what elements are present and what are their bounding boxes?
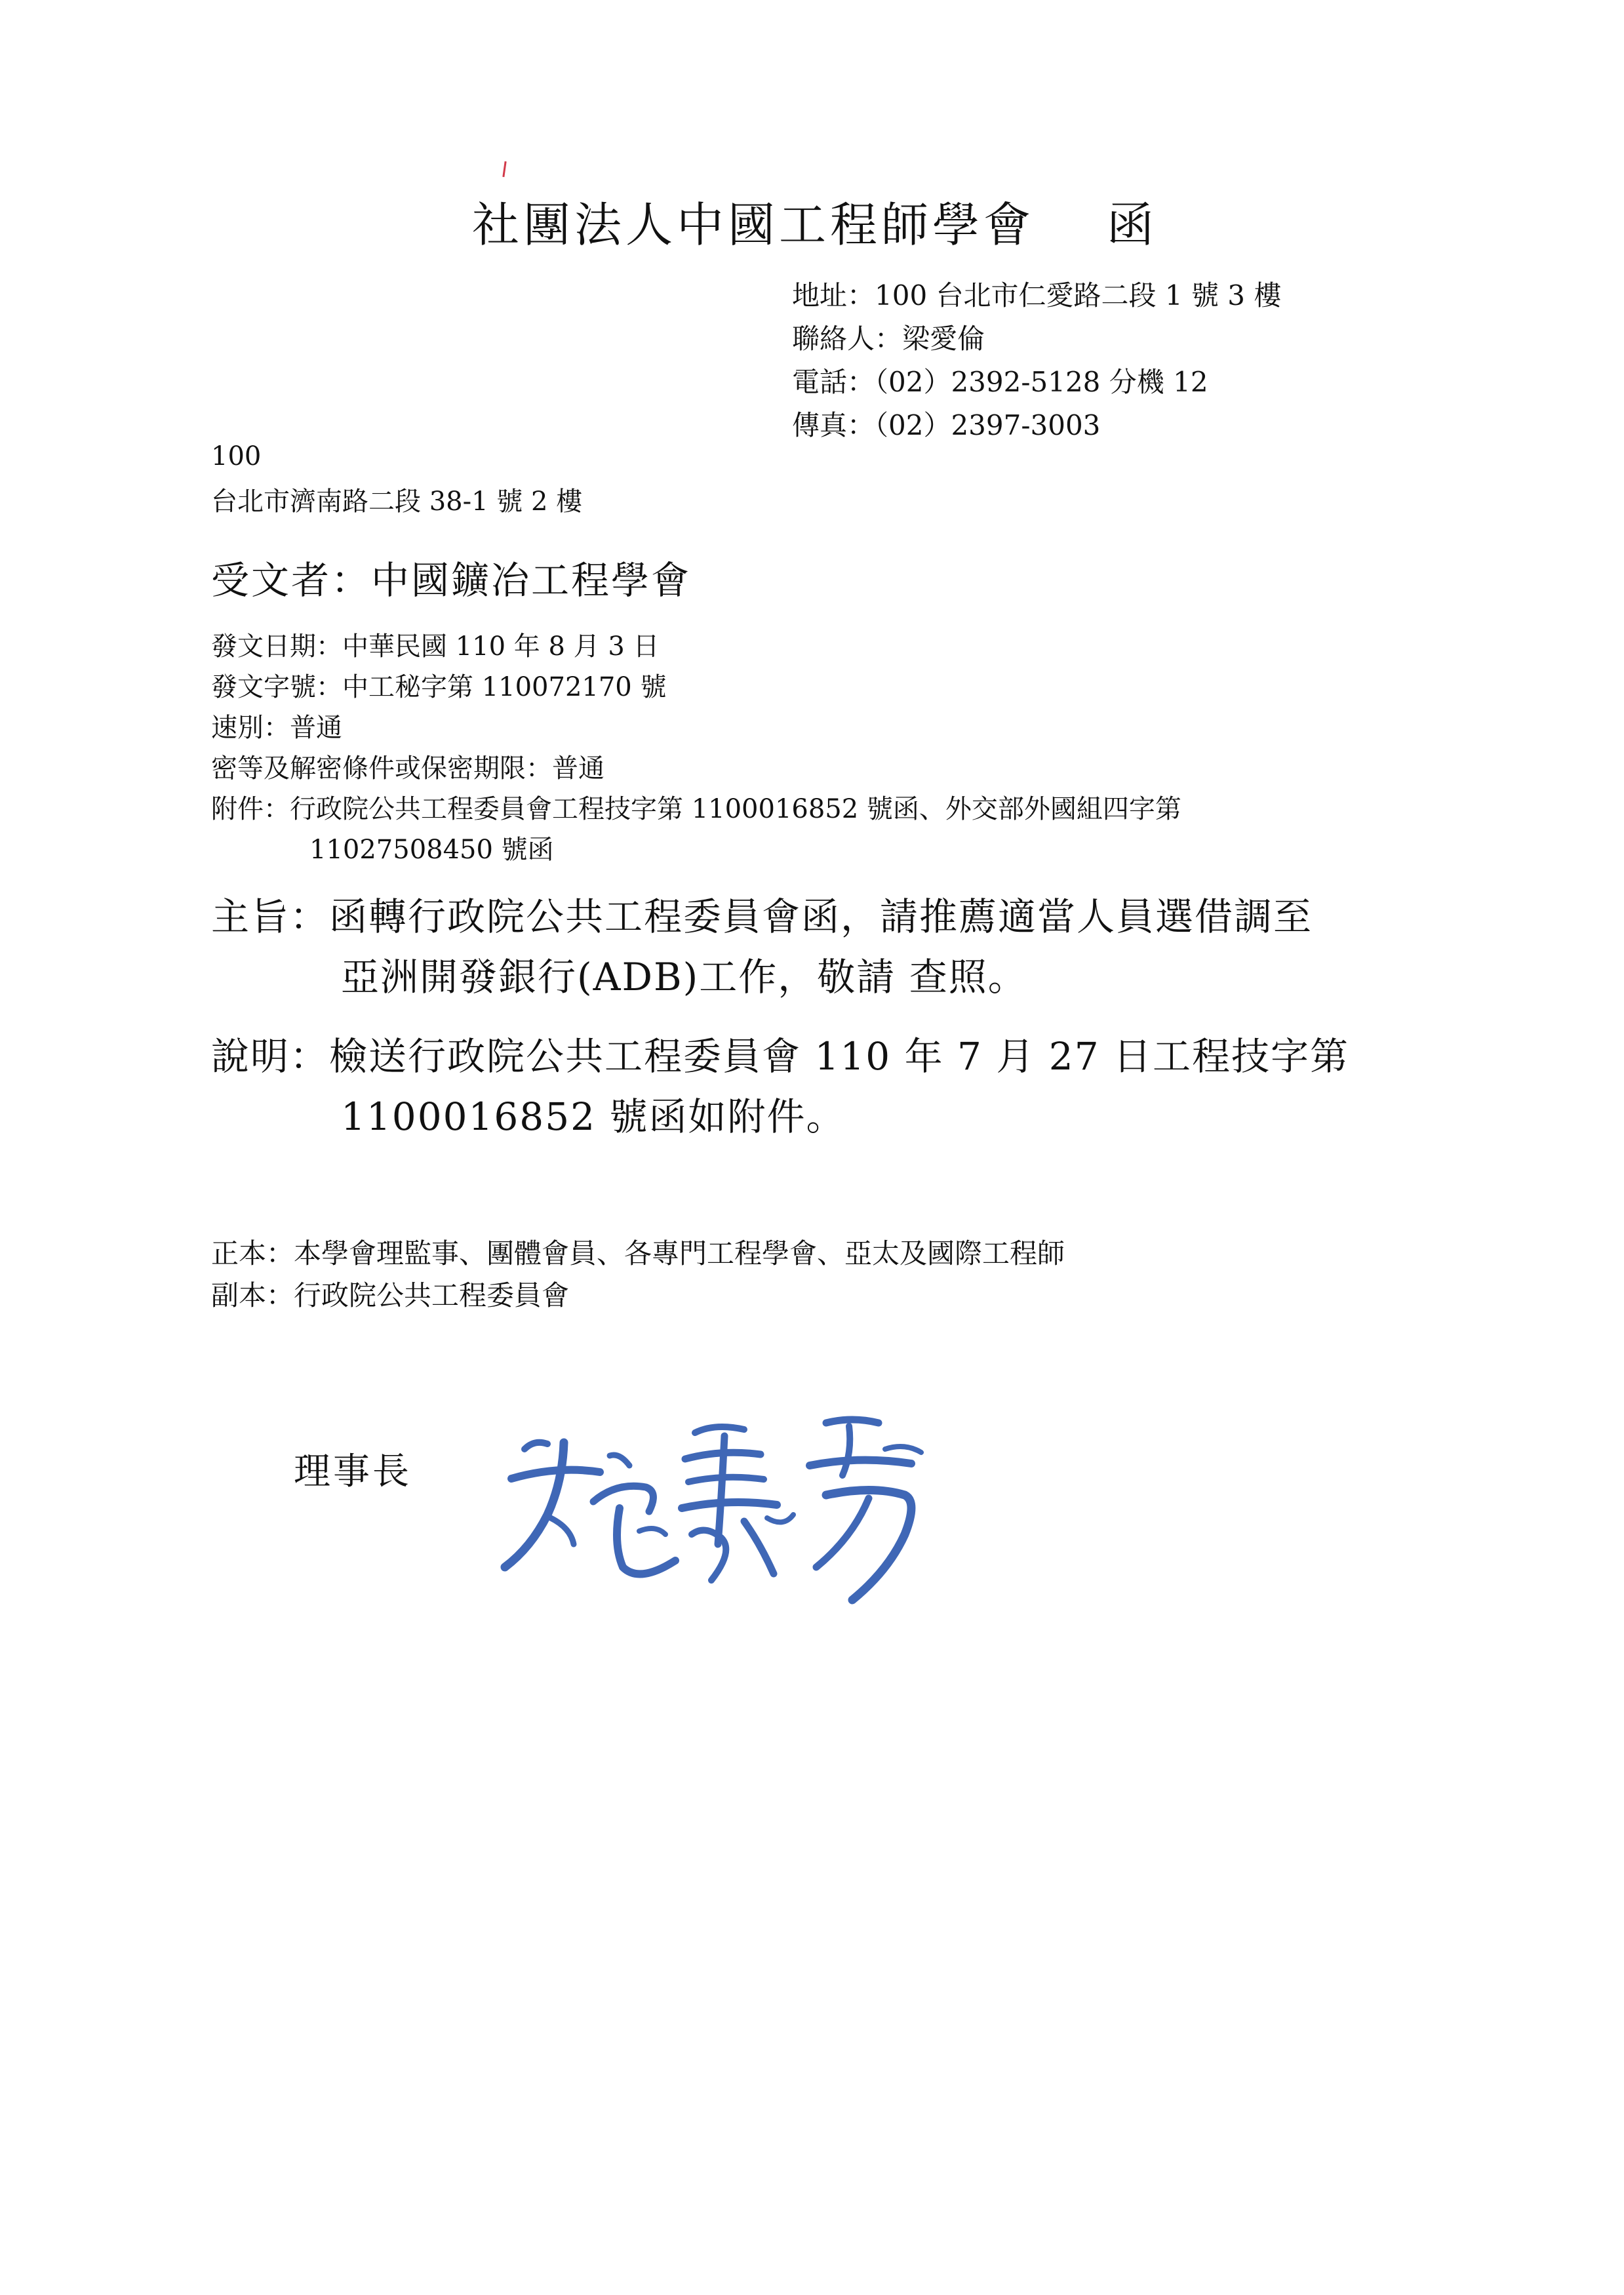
attachment-line-2: 11027508450 號函 — [309, 835, 554, 865]
explanation-line-1: 檢送行政院公共工程委員會 110 年 7 月 27 日工程技字第 — [329, 1034, 1350, 1079]
recipient-zip: 100 — [211, 441, 262, 471]
explanation-paragraph — [211, 1026, 1349, 1147]
chairman-signature — [485, 1403, 944, 1613]
document-meta — [211, 626, 1181, 870]
sender-info — [792, 274, 1281, 447]
sender-fax: 傳真：（02）2397-3003 — [792, 409, 1101, 441]
org-title: 社團法人中國工程師學會 — [472, 197, 1035, 252]
issue-date: 發文日期：中華民國 110 年 8 月 3 日 — [211, 631, 660, 662]
explanation-line-2: 1100016852 號函如附件。 — [341, 1094, 846, 1139]
letter-title — [472, 187, 1158, 255]
explanation-label: 說明： — [211, 1034, 330, 1079]
sender-phone: 電話：（02）2392-5128 分機 12 — [792, 366, 1208, 398]
sender-address: 地址：100 台北市仁愛路二段 1 號 3 樓 — [792, 279, 1282, 311]
doc-type: 函 — [1107, 197, 1159, 252]
distribution-list — [211, 1233, 1065, 1317]
subject-line-2: 亞洲開發銀行(ADB)工作，敬請 查照。 — [341, 955, 1027, 999]
sender-contact: 聯絡人：梁愛倫 — [792, 323, 985, 355]
original-recipients: 正本：本學會理監事、團體會員、各專門工程學會、亞太及國際工程師 — [211, 1237, 1065, 1269]
document-number: 發文字號：中工秘字第 110072170 號 — [211, 672, 667, 702]
attachment-line-1: 附件：行政院公共工程委員會工程技字第 1100016852 號函、外交部外國組四字第 — [211, 794, 1181, 824]
red-pen-mark — [502, 161, 506, 177]
chairman-title: 理事長 — [294, 1450, 412, 1493]
delivery-speed: 速別：普通 — [211, 713, 342, 743]
copy-recipients: 副本：行政院公共工程委員會 — [211, 1279, 570, 1311]
recipient-line: 受文者：中國鑛冶工程學會 — [211, 558, 692, 603]
secrecy-level: 密等及解密條件或保密期限：普通 — [211, 753, 604, 784]
subject-line-1: 函轉行政院公共工程委員會函，請推薦適當人員選借調至 — [329, 894, 1313, 939]
subject-paragraph — [211, 887, 1313, 1007]
recipient-street: 台北市濟南路二段 38-1 號 2 樓 — [211, 487, 583, 517]
subject-label: 主旨： — [211, 894, 330, 939]
